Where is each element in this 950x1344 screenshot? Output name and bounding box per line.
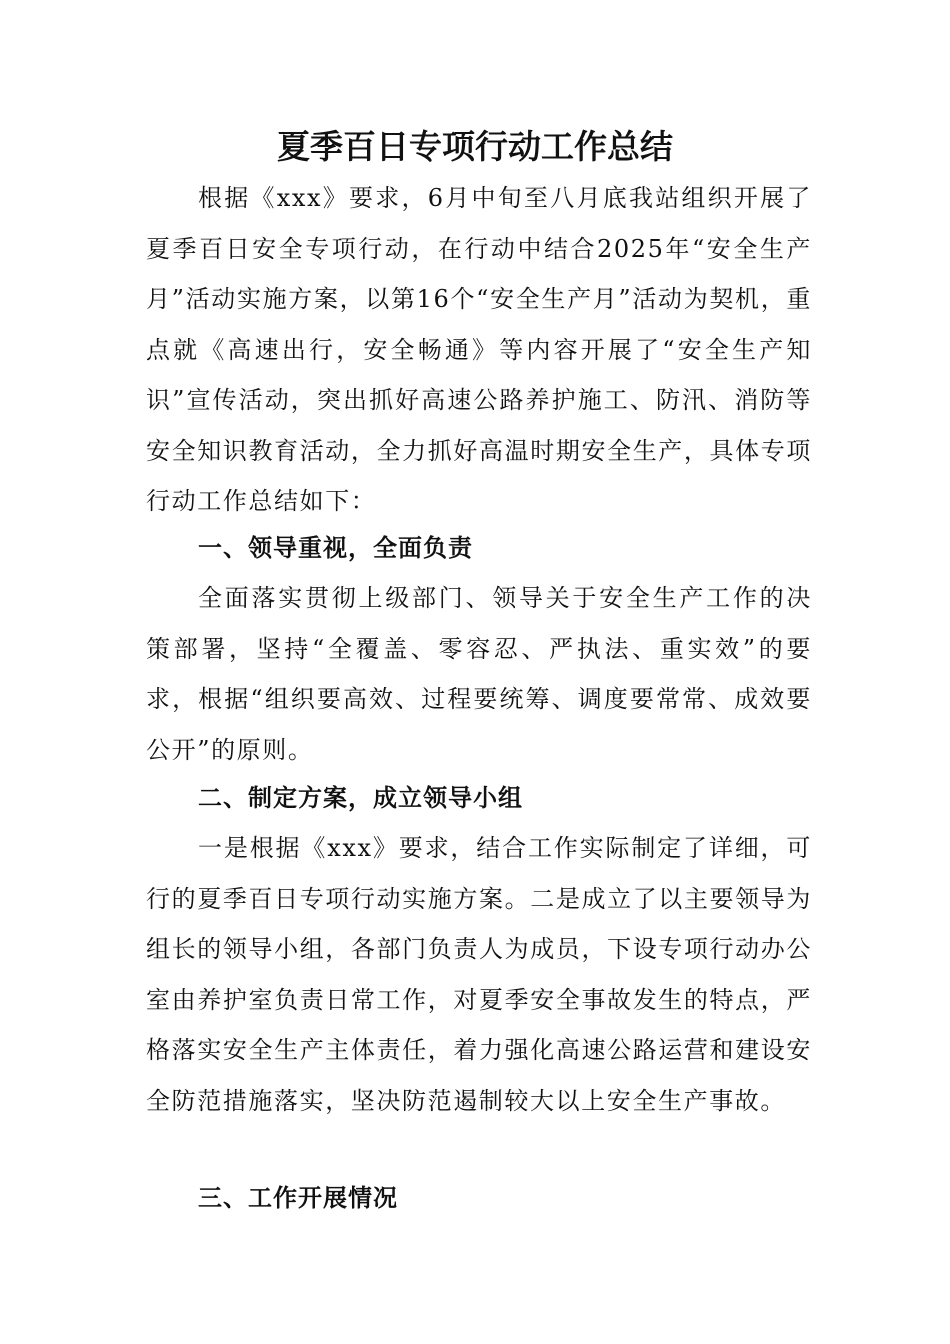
section-body-1: 全面落实贯彻上级部门、领导关于安全生产工作的决策部署，坚持“全覆盖、零容忍、严执法、重实效”的要求，根据“组织要高效、过程要统筹、调度要常常、成效要公开”的原则。 <box>146 584 812 764</box>
section-heading-1: 一、领导重视，全面负责 <box>198 534 473 562</box>
section-body-2: 一是根据《xxx》要求，结合工作实际制定了详细，可行的夏季百日专项行动实施方案。二是成立了以主要领导为组长的领导小组，各部门负责人为成员，下设专项行动办公室由养护室负责日常工作，对夏季安全事故发生的特点，严格落实安全生产主体责任，着力强化高速公路运营和建设安全防范措施落实，坚决防范遏制较大以上安全生产事故。 <box>146 834 812 1115</box>
document-title: 夏季百日专项行动工作总结 <box>277 127 673 166</box>
section-heading-2: 二、制定方案，成立领导小组 <box>198 784 523 812</box>
intro-paragraph: 根据《xxx》要求，6月中旬至八月底我站组织开展了夏季百日安全专项行动，在行动中结合2025年“安全生产月”活动实施方案，以第16个“安全生产月”活动为契机，重点就《高速出行，安全畅通》等内容开展了“安全生产知识”宣传活动，突出抓好高速公路养护施工、防汛、消防等安全知识教育活动，全力抓好高温时期安全生产，具体专项行动工作总结如下： <box>146 184 812 515</box>
section-heading-3: 三、工作开展情况 <box>198 1184 398 1212</box>
